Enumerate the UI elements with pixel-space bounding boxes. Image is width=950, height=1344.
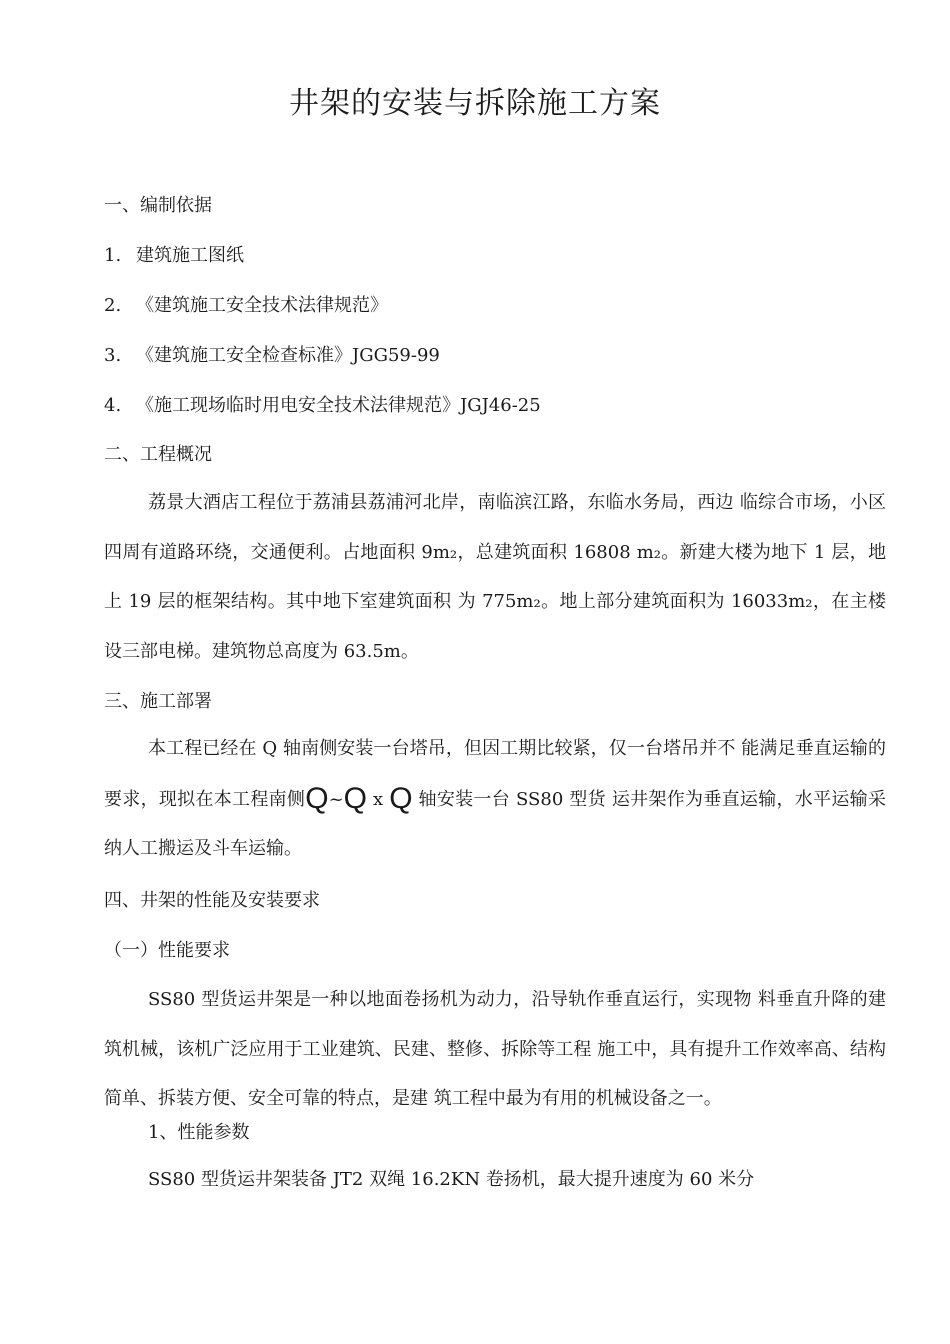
axis-label-q: Q	[343, 781, 367, 815]
section-heading-overview: 二、工程概况	[104, 444, 212, 465]
axis-range-tilde: ~	[328, 788, 344, 810]
list-item-text: 建筑施工图纸	[136, 245, 244, 266]
performance-paragraph: SS80 型货运井架是一种以地面卷扬机为动力，沿导轨作垂直运行，实现物 料垂直升降的建筑机械，该机广泛应用于工业建筑、民建、整修、拆除等工程 施工中，具有提升工作效率高、结构简单、拆装方便、安全可靠的特点，是建 筑工程中最为有用的机械设备之一。	[104, 989, 886, 1109]
list-item-number: 3.	[104, 345, 122, 366]
deployment-paragraph	[104, 724, 886, 874]
axis-label-q: Q	[389, 781, 413, 815]
list-item-number: 2.	[104, 295, 122, 316]
section-heading-deployment: 三、施工部署	[104, 691, 212, 712]
parameters-text: SS80 型货运井架装备 JT2 双绳 16.2KN 卷扬机，最大提升速度为 60 米分	[148, 1169, 755, 1190]
section-heading-performance: 四、井架的性能及安装要求	[104, 890, 320, 911]
overview-paragraph: 荔景大酒店工程位于荔浦县荔浦河北岸，南临滨江路，东临水务局，西边 临综合市场，小区四周有道路环绕，交通便利。占地面积 9m₂，总建筑面积 16808 m₂。新建大楼为地下 1 层，地上 19 层的框架结构。其中地下室建筑面积 为 775m₂。地上部分建筑面积为 16033m₂，在主楼设三部电梯。建筑物总高度为 63.5m。	[104, 492, 886, 662]
list-item	[104, 393, 541, 419]
axis-label-q: Q	[305, 781, 329, 815]
list-item	[104, 293, 388, 319]
list-item-number: 4.	[104, 395, 122, 416]
list-item	[104, 243, 244, 269]
item-heading-parameters: 1、性能参数	[148, 1122, 250, 1143]
list-item-text: 《施工现场临时用电安全技术法律规范》JGJ46-25	[136, 395, 541, 416]
sub-heading-performance-req: （一）性能要求	[104, 940, 230, 961]
list-item-number: 1.	[104, 245, 122, 266]
section-heading-basis: 一、编制依据	[104, 195, 212, 216]
deployment-text-b: 轴安装一台 SS80 型货 运井架作为垂直运输，水平运输采纳人工搬运及斗车运输。	[104, 788, 886, 859]
deployment-text-a: 本工程已经在 Q 轴南侧安装一台塔吊，但因工期比较紧，仅一台塔吊并不 能满足垂直运输的要求，现拟在本工程南侧	[104, 738, 886, 810]
list-item-text: 《建筑施工安全技术法律规范》	[136, 295, 388, 316]
list-item	[104, 343, 440, 369]
document-title: 井架的安装与拆除施工方案	[289, 86, 661, 121]
axis-cross-x: x	[373, 788, 384, 810]
list-item-text: 《建筑施工安全检查标准》JGG59-99	[136, 345, 440, 366]
